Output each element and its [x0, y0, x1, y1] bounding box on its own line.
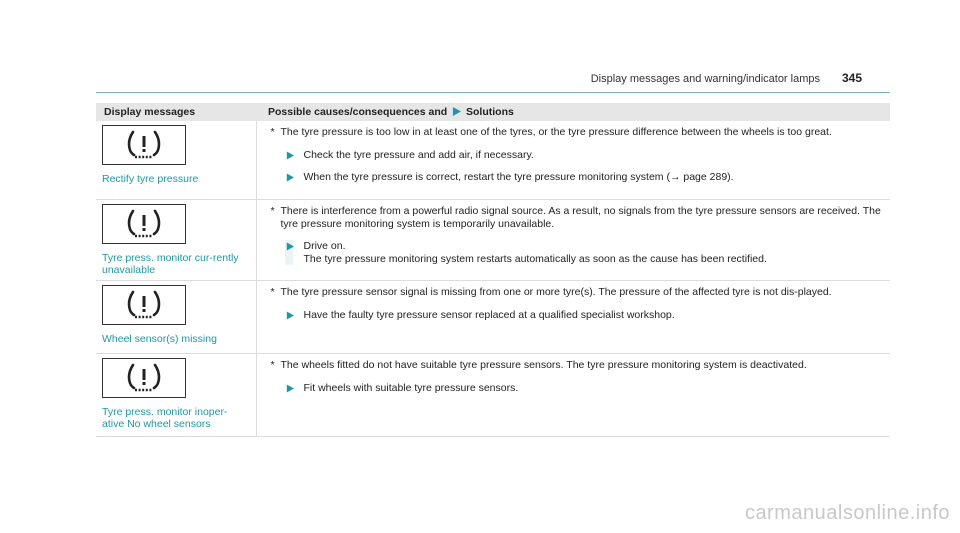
- tyre-pressure-warning-icon: [102, 285, 186, 325]
- table-row: [96, 200, 890, 281]
- page-header-title: Display messages and warning/indicator lamps: [590, 73, 820, 85]
- solution-label: When the tyre pressure is correct, restart the tyre pressure monitoring system (→ page 289).: [303, 171, 734, 183]
- column-header-solutions-label: Solutions: [466, 106, 514, 118]
- solution-label: Drive on.: [303, 240, 346, 252]
- description-cell: [256, 354, 890, 437]
- cause-label: The tyre pressure is too low in at least one of the tyres, or the tyre pressure difference between the wheels is too great.: [280, 126, 832, 138]
- solution-step: [271, 149, 883, 162]
- solution-step: [271, 171, 883, 184]
- solution-label: Fit wheels with suitable tyre pressure sensors.: [303, 381, 519, 394]
- message-cell: [96, 281, 256, 354]
- cause-label: The tyre pressure sensor signal is missing from one or more tyre(s). The pressure of the affected tyre is not dis-played.: [280, 286, 832, 298]
- asterisk-icon: *: [270, 205, 275, 217]
- tyre-pressure-warning-icon: [102, 125, 186, 165]
- description-cell: [256, 281, 890, 354]
- asterisk-icon: *: [270, 126, 275, 138]
- cause-text: [271, 286, 883, 299]
- table-row: [96, 281, 890, 354]
- header-divider: [96, 92, 890, 93]
- arrow-right-icon: [286, 173, 294, 182]
- tyre-pressure-warning-icon: [102, 204, 186, 244]
- solution-label: Have the faulty tyre pressure sensor replaced at a qualified specialist workshop.: [303, 308, 675, 321]
- column-header-causes-label: Possible causes/consequences and: [268, 106, 448, 118]
- column-header-messages: Display messages: [96, 103, 256, 121]
- page-number: 345: [841, 71, 862, 85]
- cause-text: [271, 359, 883, 372]
- message-text: Tyre press. monitor inoper-ative No wheel sensors: [102, 406, 228, 430]
- message-text: Wheel sensor(s) missing: [102, 333, 217, 345]
- cause-label: The wheels fitted do not have suitable tyre pressure sensors. The tyre pressure monitoring system is deactivated.: [280, 359, 807, 371]
- description-cell: [256, 200, 890, 281]
- message-text: Tyre press. monitor cur-rently unavailable: [102, 252, 239, 276]
- asterisk-icon: *: [270, 359, 275, 371]
- display-messages-table: [96, 103, 890, 437]
- arrow-right-icon: [286, 384, 294, 393]
- tyre-pressure-warning-icon: [102, 358, 186, 398]
- solution-step: [271, 309, 883, 322]
- column-header-causes: [256, 103, 890, 121]
- asterisk-icon: *: [270, 286, 275, 298]
- arrow-right-icon: [286, 311, 294, 320]
- cause-text: [271, 126, 883, 139]
- message-text: Rectify tyre pressure: [102, 173, 199, 185]
- table-header-row: [96, 103, 890, 121]
- cause-text: [271, 205, 883, 230]
- cause-label: There is interference from a powerful radio signal source. As a result, no signals from the tyre pressure sensors are received. The tyre pressure monitoring system is temporarily unavailable.: [280, 205, 881, 230]
- arrow-right-icon: [452, 107, 461, 116]
- message-cell: [96, 121, 256, 200]
- arrow-right-icon: [286, 151, 294, 160]
- message-cell: [96, 200, 256, 281]
- solution-step: [271, 240, 883, 265]
- solution-label: Check the tyre pressure and add air, if necessary.: [303, 148, 534, 161]
- solution-step: [271, 382, 883, 395]
- table-row: [96, 354, 890, 437]
- message-cell: [96, 354, 256, 437]
- table-row: [96, 121, 890, 200]
- solution-result: The tyre pressure monitoring system restarts automatically as soon as the cause has been rectified.: [303, 252, 767, 265]
- watermark: carmanualsonline.info: [744, 502, 950, 524]
- description-cell: [256, 121, 890, 200]
- arrow-right-icon: [286, 242, 294, 251]
